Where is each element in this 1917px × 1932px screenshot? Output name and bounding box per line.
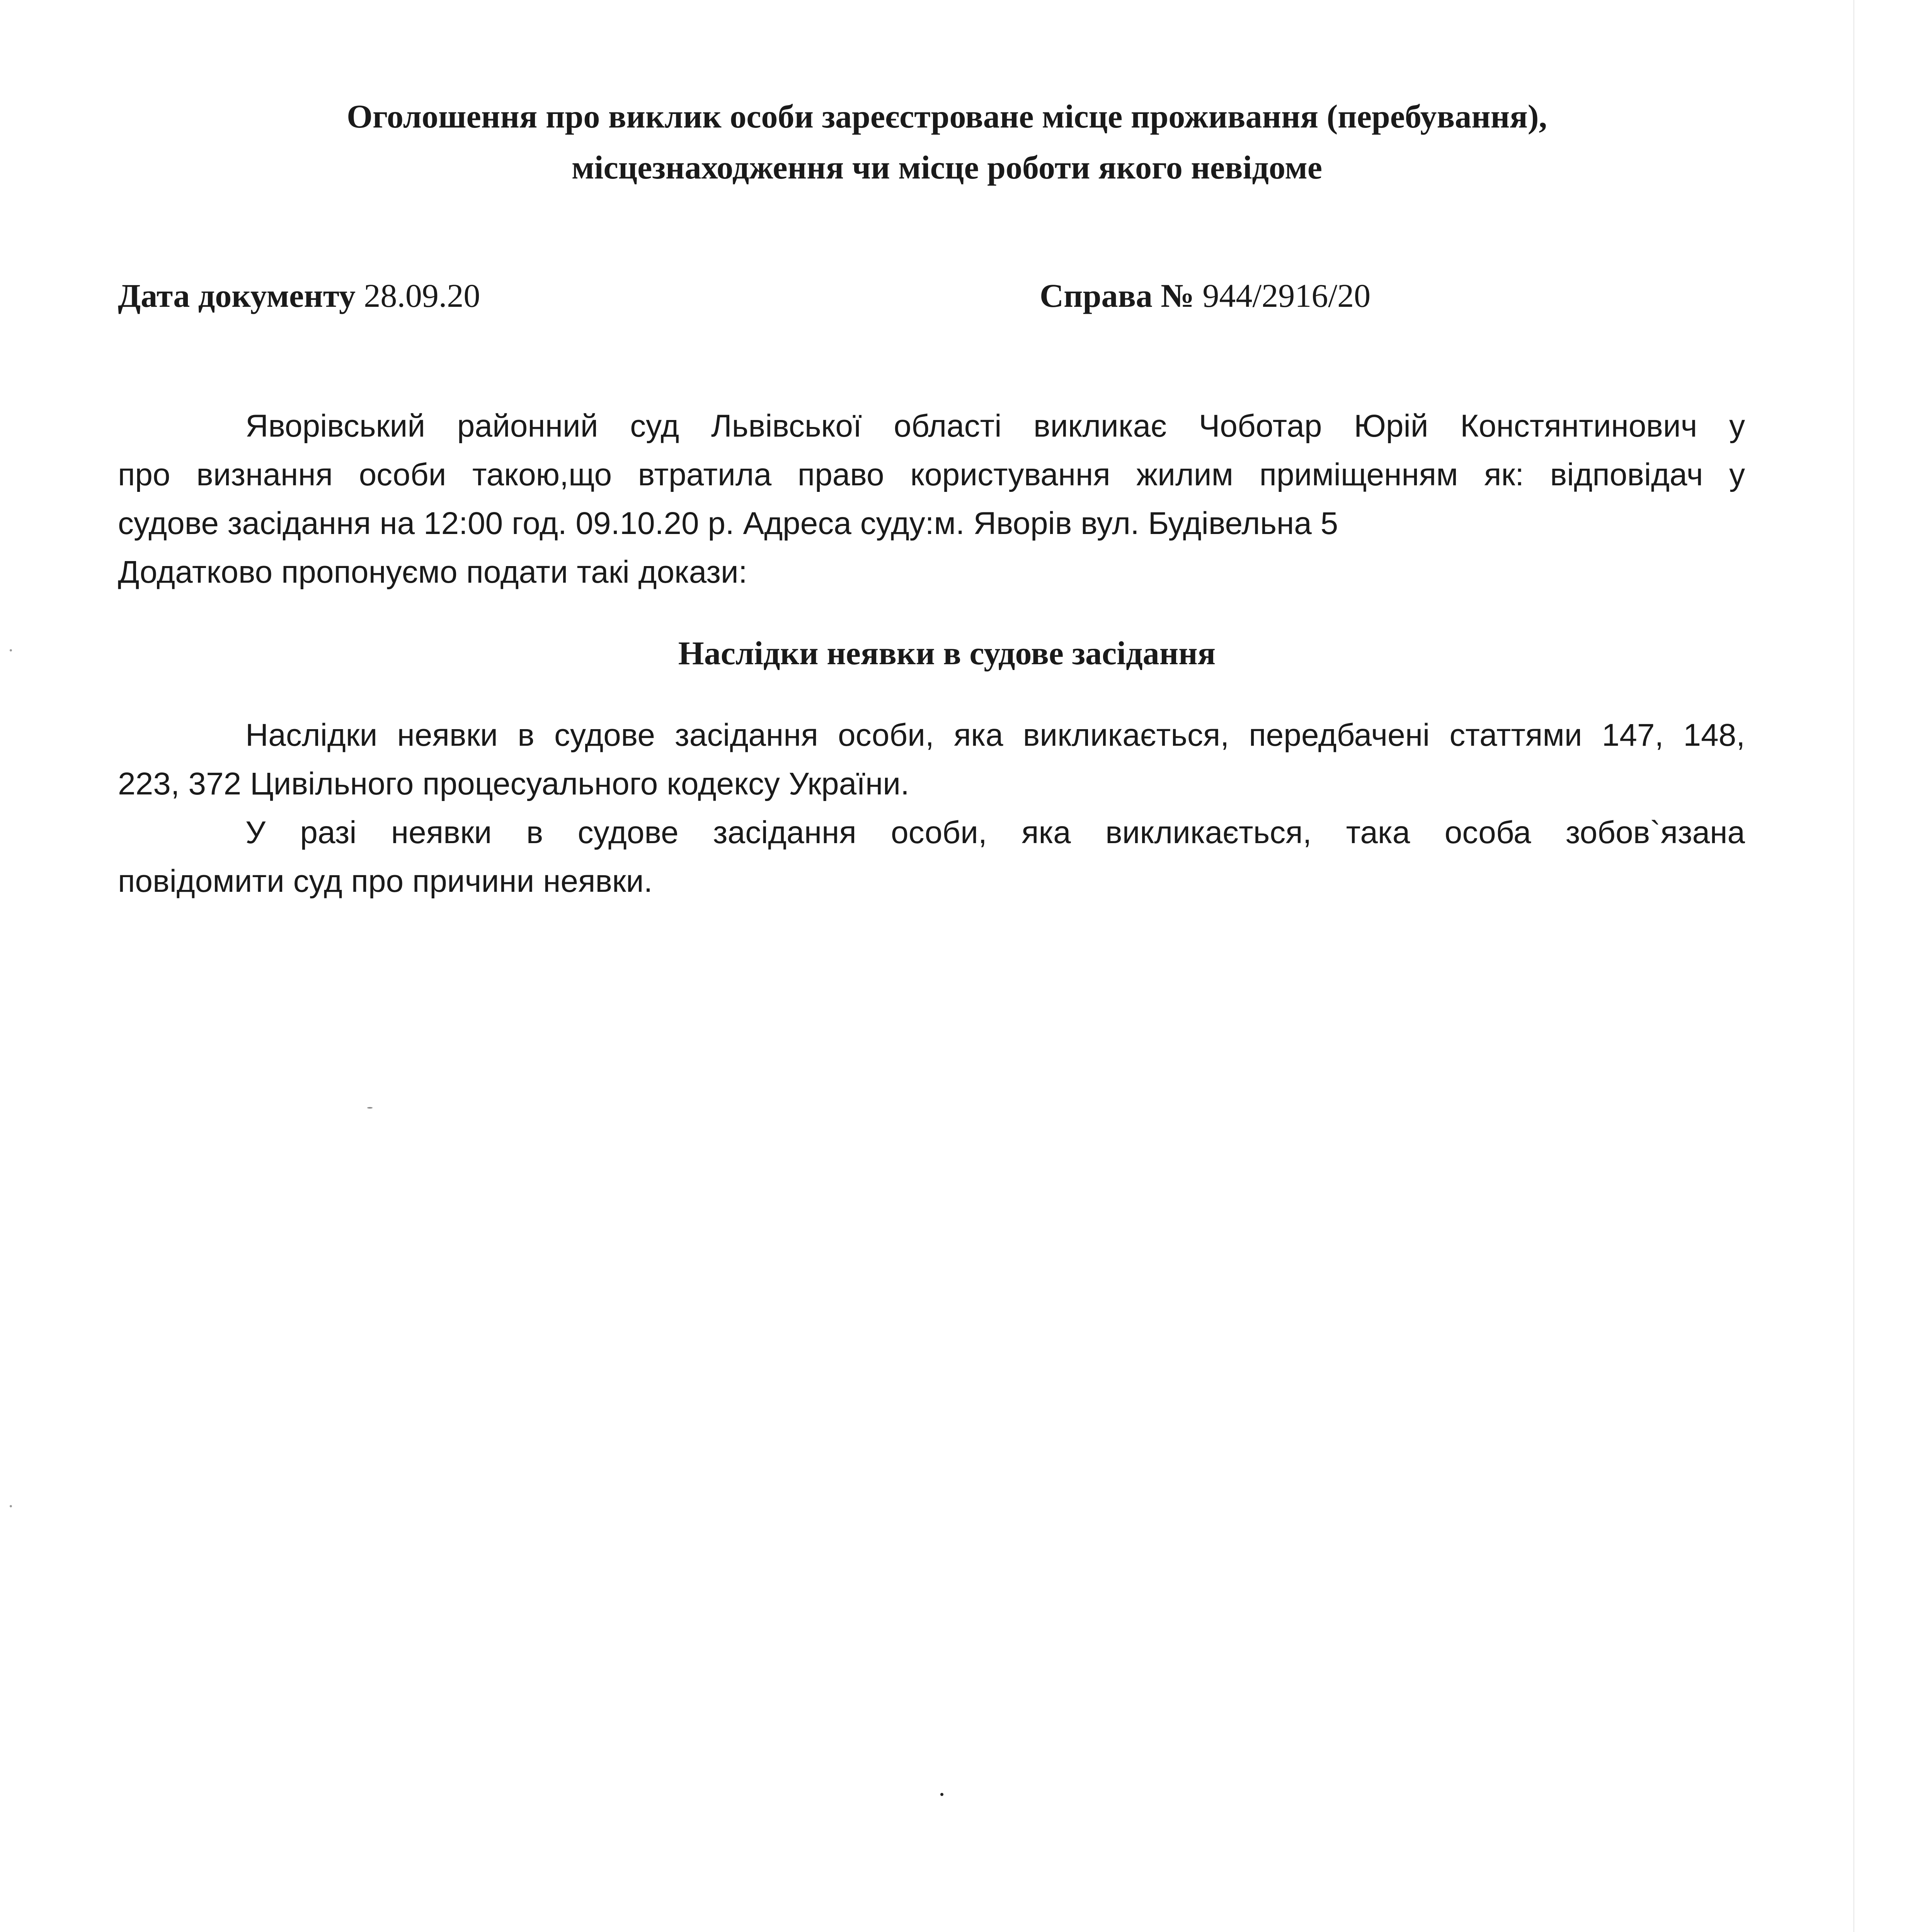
consequences-line: Наслідки неявки в судове засідання особи, яка викликається, передбачені статтями 147, 148, [245, 718, 1745, 753]
scan-speck [10, 649, 12, 651]
scan-speck [940, 1793, 943, 1796]
summons-line: Яворівський районний суд Львівської області викликає Чоботар Юрій Констянтинович у [245, 408, 1745, 444]
consequences-heading: Наслідки неявки в судове засідання [678, 634, 1216, 672]
summons-line: про визнання особи такою,що втратила право користування жилим приміщенням як: відповідач у [118, 457, 1745, 492]
scan-speck [10, 1505, 12, 1507]
case-number-value: 944/2916/20 [1202, 277, 1371, 314]
summons-paragraph [118, 402, 1745, 597]
document-title [116, 91, 1778, 193]
consequences-line: 223, 372 Цивільного процесуального кодексу України. [118, 766, 909, 801]
summons-line: Додатково пропонуємо подати такі докази: [118, 554, 747, 590]
document-title-line-1: Оголошення про виклик особи зареєстроване місце проживання (перебування), [347, 98, 1547, 135]
scan-edge [1853, 0, 1854, 1932]
consequences-paragraph [118, 711, 1745, 906]
document-date [118, 272, 480, 319]
scan-speck [367, 1107, 373, 1109]
case-number [1040, 272, 1371, 319]
consequences-line: повідомити суд про причини неявки. [118, 864, 653, 899]
document-date-value: 28.09.20 [364, 277, 480, 314]
document-date-label: Дата документу [118, 277, 356, 314]
case-number-label: Справа № [1040, 277, 1194, 314]
document-title-line-2: місцезнаходження чи місце роботи якого невідоме [571, 149, 1323, 186]
consequences-line: У разі неявки в судове засідання особи, яка викликається, така особа зобов`язана [245, 815, 1745, 850]
summons-line: судове засідання на 12:00 год. 09.10.20 р. Адреса суду:м. Яворів вул. Будівельна 5 [118, 506, 1338, 541]
